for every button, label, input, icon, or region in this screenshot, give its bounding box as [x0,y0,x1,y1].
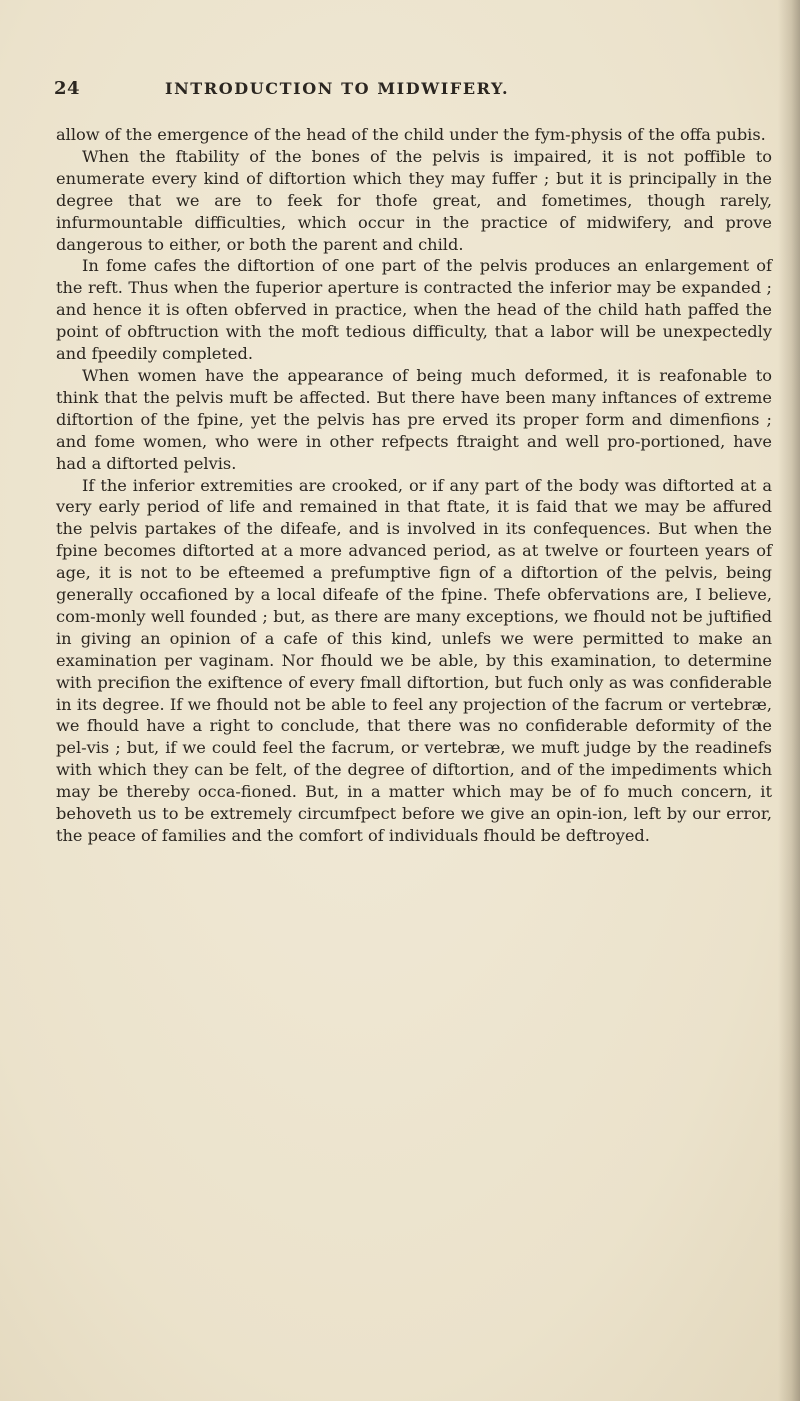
paragraph-bone-stability: When the ftability of the bones of the pelvis is impaired, it is not poffible to enumerate every kind of diftortion which they may fuffer ; but it is principally in the degree that we are to feek for thofe great, and fometimes, though rarely, infurmountable difficulties, which occur in the practice of midwifery, and prove dangerous to either, or both the parent and child. [56,146,772,254]
page-number: 24 [54,78,81,99]
page-edge-shadow [778,0,800,1401]
paragraph-partial-distortion: In fome cafes the diftortion of one part of the pelvis produces an enlargement of the reft. Thus when the fuperior aperture is contracted the inferior may be expanded ; and hence it is often obferved in practice, when the head of the child hath paffed the point of obftruction with the moft tedious difficulty, that a labor will be unexpectedly and fpeedily completed. [56,256,772,364]
paragraph-inferior-extremities: If the inferior extremities are crooked, or if any part of the body was diftorted at a very early period of life and remained in that ftate, it is faid that we may be affured the pelvis partakes of the difeafe, and is involved in its confequences. But when the fpine becomes diftorted at a more advanced period, as at twelve or fourteen years of age, it is not to be efteemed a prefumptive fign of a diftortion of the pelvis, being generally occafioned by a local difeafe of the fpine. Thefe obfervations are, I believe, com-monly well founded ; but, as there are many exceptions, we fhould not be juftified in giving an opinion of a cafe of this kind, unlefs we were permitted to make an examination per vaginam. Nor fhould we be able, by this examination, to determine with precifion the exiftence of every fmall diftortion, but fuch only as was confiderable in its degree. If we fhould not be able to feel any projection of the facrum or vertebræ, we fhould have a right to conclude, that there was no confiderable deformity of the pel-vis ; but, if we could feel the facrum, or vertebræ, we muft judge by the readinefs with which they can be felt, of the degree of diftortion, and of the impediments which may be thereby occa-fioned. But, in a matter which may be of fo much concern, it behoveth us to be extremely circumfpect before we give an opin-ion, left by our error, the peace of families and the comfort of individuals fhould be deftroyed. [56,475,772,845]
running-head: INTRODUCTION TO MIDWIFERY. [165,79,510,98]
paragraph-continuation: allow of the emergence of the head of the child under the fym-physis of the offa pubis. [56,125,766,144]
page-header [54,78,794,106]
paragraph-deformed-women: When women have the appearance of being much deformed, it is reafonable to think that the pelvis muft be affected. But there have been many inftances of extreme diftortion of the fpine, yet the pelvis has pre erved its proper form and dimenfions ; and fome women, who were in other refpects ftraight and well pro-portioned, have had a diftorted pelvis. [56,365,772,473]
body-text [56,124,772,847]
